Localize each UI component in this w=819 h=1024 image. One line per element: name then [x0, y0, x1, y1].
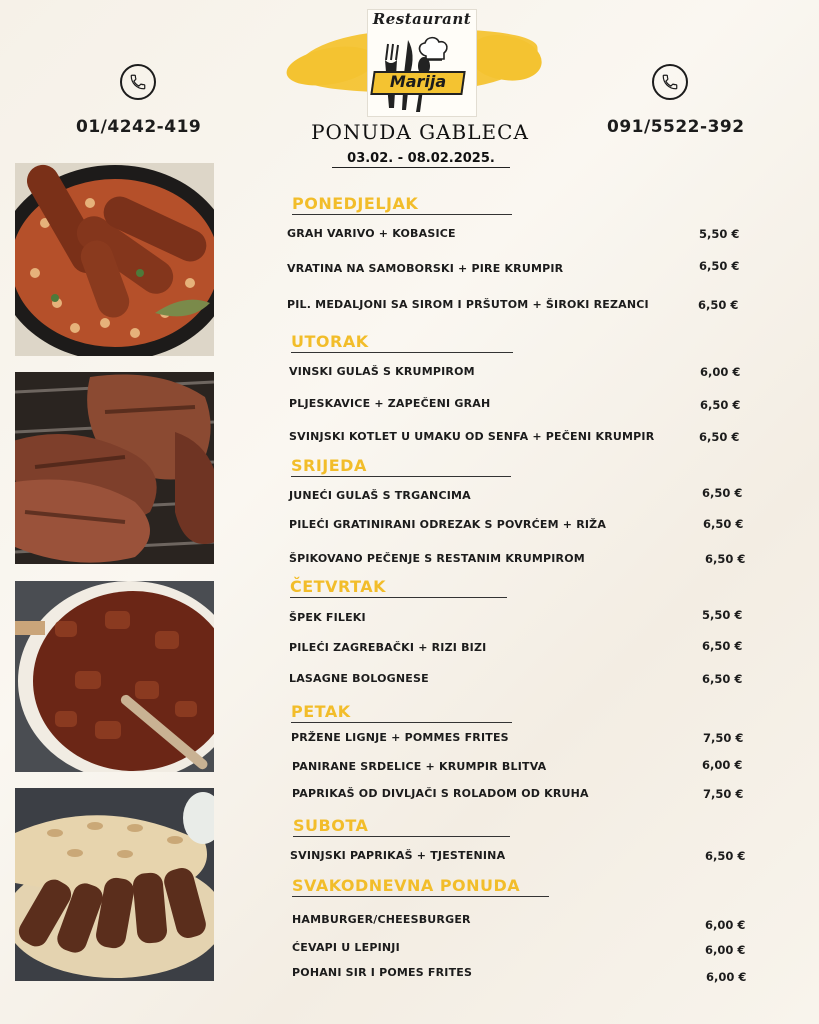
menu-item: VRATINA NA SAMOBORSKI + PIRE KRUMPIR	[287, 262, 564, 275]
menu-price: 6,50 €	[705, 552, 746, 566]
menu-item: ŠPEK FILEKI	[289, 611, 366, 624]
date-range: 03.02. - 08.02.2025.	[332, 151, 510, 168]
menu-item: PIL. MEDALJONI SA SIROM I PRŠUTOM + ŠIROKI REZANCI	[287, 298, 649, 311]
logo-name-text: Marija	[389, 72, 447, 91]
menu-item: PRŽENE LIGNJE + POMMES FRITES	[291, 731, 509, 744]
phone-number-right[interactable]: 091/5522-392	[607, 117, 745, 137]
menu-price: 7,50 €	[703, 787, 744, 801]
menu-item: PILEĆI ZAGREBAČKI + RIZI BIZI	[289, 641, 487, 654]
menu-price: 6,00 €	[700, 365, 741, 379]
menu-item: PLJESKAVICE + ZAPEČENI GRAH	[289, 397, 491, 410]
page-title: PONUDA GABLECA	[311, 120, 529, 144]
menu-item: SVINJSKI KOTLET U UMAKU OD SENFA + PEČENI KRUMPIR	[289, 430, 655, 443]
menu-price: 6,50 €	[698, 298, 739, 312]
menu-price: 6,50 €	[699, 430, 740, 444]
menu-price: 6,00 €	[705, 943, 746, 957]
day-heading-thursday: ČETVRTAK	[290, 577, 507, 598]
menu-item: ĆEVAPI U LEPINJI	[292, 941, 400, 954]
photo-sausages-beans	[15, 163, 214, 356]
menu-price: 6,50 €	[703, 517, 744, 531]
menu-price: 5,50 €	[699, 227, 740, 241]
menu-item: POHANI SIR I POMES FRITES	[292, 966, 473, 979]
day-heading-monday: PONEDJELJAK	[292, 194, 512, 215]
day-heading-tuesday: UTORAK	[291, 332, 513, 353]
day-heading-wednesday: SRIJEDA	[291, 456, 511, 477]
menu-price: 6,00 €	[702, 758, 743, 772]
menu-item: PAPRIKAŠ OD DIVLJAČI S ROLADOM OD KRUHA	[292, 787, 589, 800]
menu-price: 7,50 €	[703, 731, 744, 745]
menu-item: SVINJSKI PAPRIKAŠ + TJESTENINA	[290, 849, 506, 862]
day-heading-friday: PETAK	[291, 702, 512, 723]
menu-price: 5,50 €	[702, 608, 743, 622]
menu-item: HAMBURGER/CHEESBURGER	[292, 913, 471, 926]
menu-item: JUNEĆI GULAŠ S TRGANCIMA	[289, 489, 471, 502]
day-heading-daily-offer: SVAKODNEVNA PONUDA	[292, 876, 549, 897]
menu-item: PILEĆI GRATINIRANI ODREZAK S POVRĆEM + RIŽA	[289, 518, 607, 531]
phone-handset-icon	[661, 73, 679, 91]
menu-price: 6,00 €	[705, 918, 746, 932]
menu-price: 6,50 €	[705, 849, 746, 863]
phone-icon-right	[652, 64, 688, 100]
menu-item: ŠPIKOVANO PEČENJE S RESTANIM KRUMPIROM	[289, 552, 585, 565]
phone-handset-icon	[129, 73, 147, 91]
menu-item: LASAGNE BOLOGNESE	[289, 672, 429, 685]
menu-item: VINSKI GULAŠ S KRUMPIROM	[289, 365, 475, 378]
menu-price: 6,50 €	[702, 639, 743, 653]
menu-item: PANIRANE SRDELICE + KRUMPIR BLITVA	[292, 760, 547, 773]
menu-price: 6,50 €	[700, 398, 741, 412]
menu-price: 6,50 €	[702, 486, 743, 500]
menu-price: 6,50 €	[702, 672, 743, 686]
photo-goulash	[15, 581, 214, 772]
day-heading-saturday: SUBOTA	[293, 816, 510, 837]
menu-price: 6,00 €	[706, 970, 747, 984]
logo-arc-text: Restaurant	[372, 10, 472, 28]
menu-item: GRAH VARIVO + KOBASICE	[287, 227, 456, 240]
phone-number-left[interactable]: 01/4242-419	[76, 117, 202, 137]
phone-icon-left	[120, 64, 156, 100]
photo-cevapi	[15, 788, 214, 981]
photo-grilled-meat	[15, 372, 214, 564]
menu-price: 6,50 €	[699, 259, 740, 273]
